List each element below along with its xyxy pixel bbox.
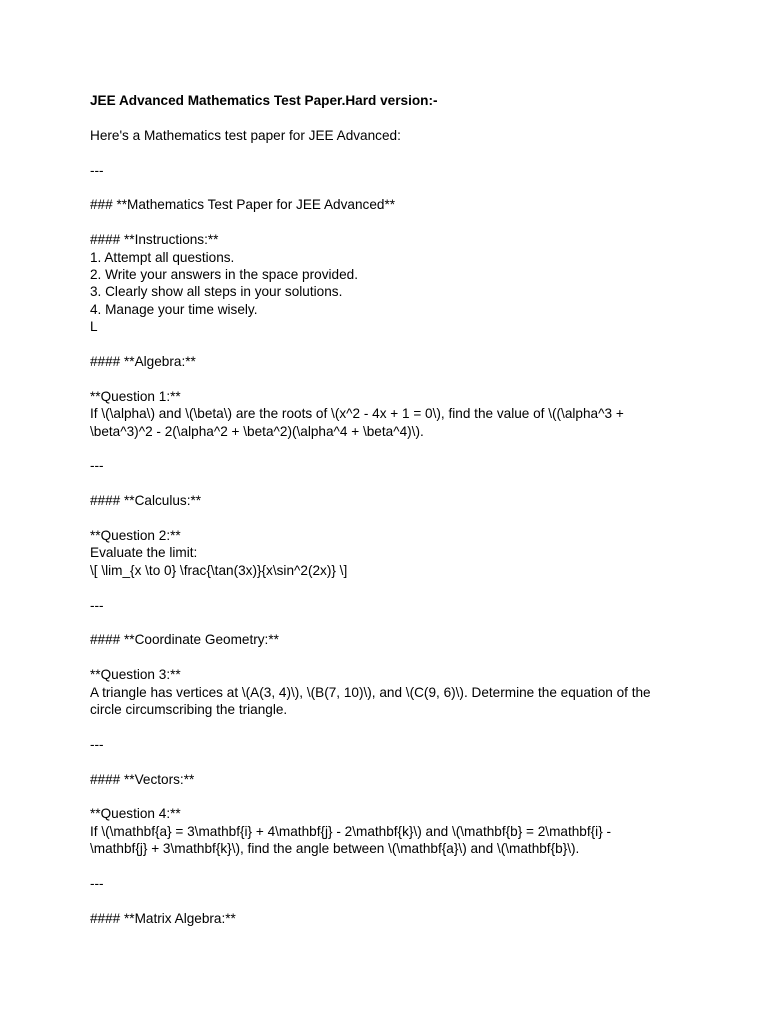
question-label: **Question 2:**: [90, 528, 181, 544]
question-text: If \(\alpha\) and \(\beta\) are the roots of \(x^2 - 4x + 1 = 0\), find the value of \((\alpha^3 +: [90, 406, 624, 422]
section-heading-coordinate-geometry: #### **Coordinate Geometry:**: [90, 632, 279, 648]
spacer: [90, 788, 690, 805]
spacer: [90, 579, 690, 596]
stray-text: L: [90, 319, 98, 335]
section-heading-algebra: #### **Algebra:**: [90, 354, 196, 370]
document-page: [90, 92, 690, 927]
intro-text: Here's a Mathematics test paper for JEE Advanced:: [90, 127, 401, 143]
separator: ---: [90, 736, 104, 752]
instruction-item: 3. Clearly show all steps in your solutions.: [90, 284, 343, 300]
spacer: [90, 179, 690, 196]
question-text: A triangle has vertices at \(A(3, 4)\), \(B(7, 10)\), and \(C(9, 6)\). Determine the equation of the: [90, 684, 651, 700]
paper-heading: ### **Mathematics Test Paper for JEE Advanced**: [90, 197, 396, 213]
spacer: [90, 649, 690, 666]
spacer: [90, 718, 690, 735]
instruction-item: 1. Attempt all questions.: [90, 249, 235, 265]
spacer: [90, 336, 690, 353]
spacer: [90, 858, 690, 875]
spacer: [90, 370, 690, 387]
document-title: JEE Advanced Mathematics Test Paper.Hard version:-: [90, 93, 438, 108]
spacer: [90, 510, 690, 527]
spacer: [90, 475, 690, 492]
question-label: **Question 1:**: [90, 388, 181, 404]
spacer: [90, 144, 690, 161]
question-text: \beta^3)^2 - 2(\alpha^2 + \beta^2)(\alpha^4 + \beta^4)\).: [90, 423, 424, 439]
spacer: [90, 614, 690, 631]
section-heading-calculus: #### **Calculus:**: [90, 493, 202, 509]
separator: ---: [90, 458, 104, 474]
instruction-item: 2. Write your answers in the space provided.: [90, 267, 358, 282]
question-label: **Question 4:**: [90, 806, 181, 822]
question-text: \[ \lim_{x \to 0} \frac{\tan(3x)}{x\sin^2(2x)} \]: [90, 562, 348, 578]
separator: ---: [90, 597, 104, 613]
section-heading-vectors: #### **Vectors:**: [90, 771, 195, 787]
spacer: [90, 214, 690, 231]
question-text: If \(\mathbf{a} = 3\mathbf{i} + 4\mathbf{j} - 2\mathbf{k}\) and \(\mathbf{b} = 2\mathbf{i} -: [90, 823, 612, 839]
section-heading-matrix-algebra: #### **Matrix Algebra:**: [90, 910, 236, 926]
separator: ---: [90, 876, 104, 892]
instructions-heading: #### **Instructions:**: [90, 232, 219, 248]
spacer: [90, 753, 690, 770]
question-label: **Question 3:**: [90, 667, 181, 683]
separator: ---: [90, 162, 104, 178]
question-text: circle circumscribing the triangle.: [90, 702, 288, 718]
spacer: [90, 109, 690, 126]
instruction-item: 4. Manage your time wisely.: [90, 301, 258, 317]
spacer: [90, 892, 690, 909]
spacer: [90, 440, 690, 457]
question-text: \mathbf{j} + 3\mathbf{k}\), find the angle between \(\mathbf{a}\) and \(\mathbf{b}\).: [90, 841, 580, 857]
question-text: Evaluate the limit:: [90, 545, 198, 561]
